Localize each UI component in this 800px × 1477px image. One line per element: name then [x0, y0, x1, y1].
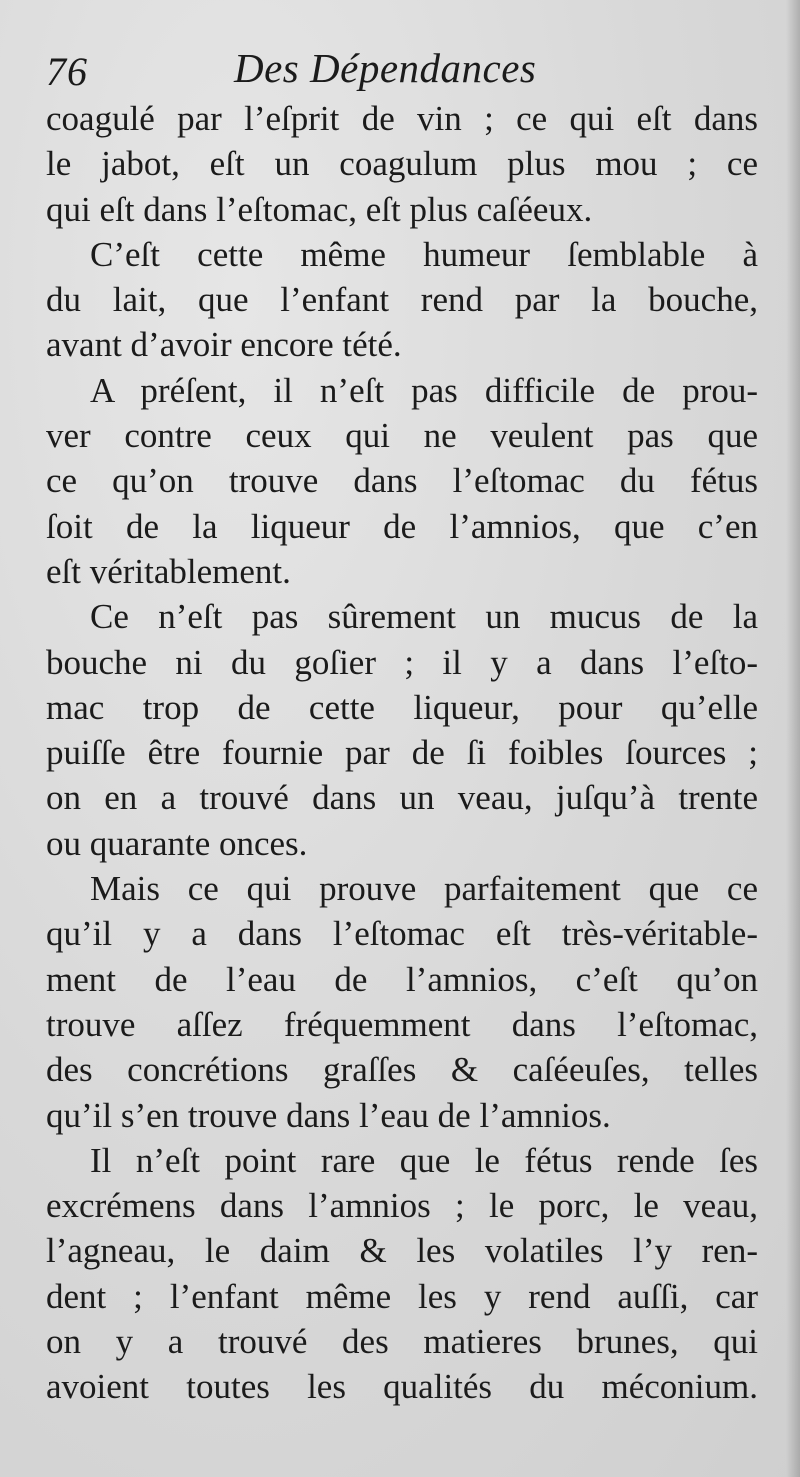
text-line: excrémens dans l’amnios ; le porc, le veau,	[46, 1186, 758, 1226]
text-line: ſoit de la liqueur de l’amnios, que c’en	[46, 506, 758, 546]
text-line: avoient toutes les qualités du méconium.	[46, 1367, 758, 1407]
text-line: le jabot, eſt un coagulum plus mou ; ce	[46, 144, 758, 184]
page-edge-shadow	[786, 0, 800, 1477]
page-header	[46, 44, 754, 104]
text-line: ou quarante onces.	[46, 823, 308, 863]
text-line: des concrétions graſſes & caſéeuſes, telles	[46, 1050, 758, 1090]
text-line: coagulé par l’eſprit de vin ; ce qui eſt dans	[46, 99, 758, 138]
text-line: avant d’avoir encore tété.	[46, 325, 402, 365]
text-line: dent ; l’enfant même les y rend auſſi, car	[46, 1276, 758, 1316]
text-line: qu’il s’en trouve dans l’eau de l’amnios.	[46, 1095, 611, 1135]
text-line: ment de l’eau de l’amnios, c’eſt qu’on	[46, 959, 758, 999]
running-title: Des Dépendances	[234, 45, 537, 91]
text-line: eſt véritablement.	[46, 551, 291, 591]
text-line: Il n’eſt point rare que le fétus rende ſes	[90, 1140, 758, 1180]
text-line: mac trop de cette liqueur, pour qu’elle	[46, 687, 758, 727]
page-number: 76	[46, 49, 88, 94]
body-text	[46, 96, 758, 1410]
text-line: on en a trouvé dans un veau, juſqu’à trente	[46, 778, 758, 818]
text-line: on y a trouvé des matieres brunes, qui	[46, 1322, 758, 1362]
text-line: A préſent, il n’eſt pas difficile de prou-	[90, 370, 758, 410]
text-line: qui eſt dans l’eſtomac, eſt plus caſéeux.	[46, 189, 593, 229]
text-line: trouve aſſez fréquemment dans l’eſtomac,	[46, 1004, 758, 1044]
text-line: C’eſt cette même humeur ſemblable à	[90, 234, 758, 274]
text-line: Ce n’eſt pas sûrement un mucus de la	[90, 597, 758, 637]
text-line: du lait, que l’enfant rend par la bouche,	[46, 280, 758, 320]
text-line: ver contre ceux qui ne veulent pas que	[46, 416, 758, 456]
text-line: ce qu’on trouve dans l’eſtomac du fétus	[46, 461, 758, 501]
text-line: l’agneau, le daim & les volatiles l’y ren-	[46, 1231, 758, 1271]
text-line: Mais ce qui prouve parfaitement que ce	[90, 869, 758, 909]
text-line: bouche ni du goſier ; il y a dans l’eſto-	[46, 642, 758, 682]
text-line: puiſſe être fournie par de ſi foibles ſources ;	[46, 733, 758, 773]
text-line: qu’il y a dans l’eſtomac eſt très-véritable-	[46, 914, 758, 954]
